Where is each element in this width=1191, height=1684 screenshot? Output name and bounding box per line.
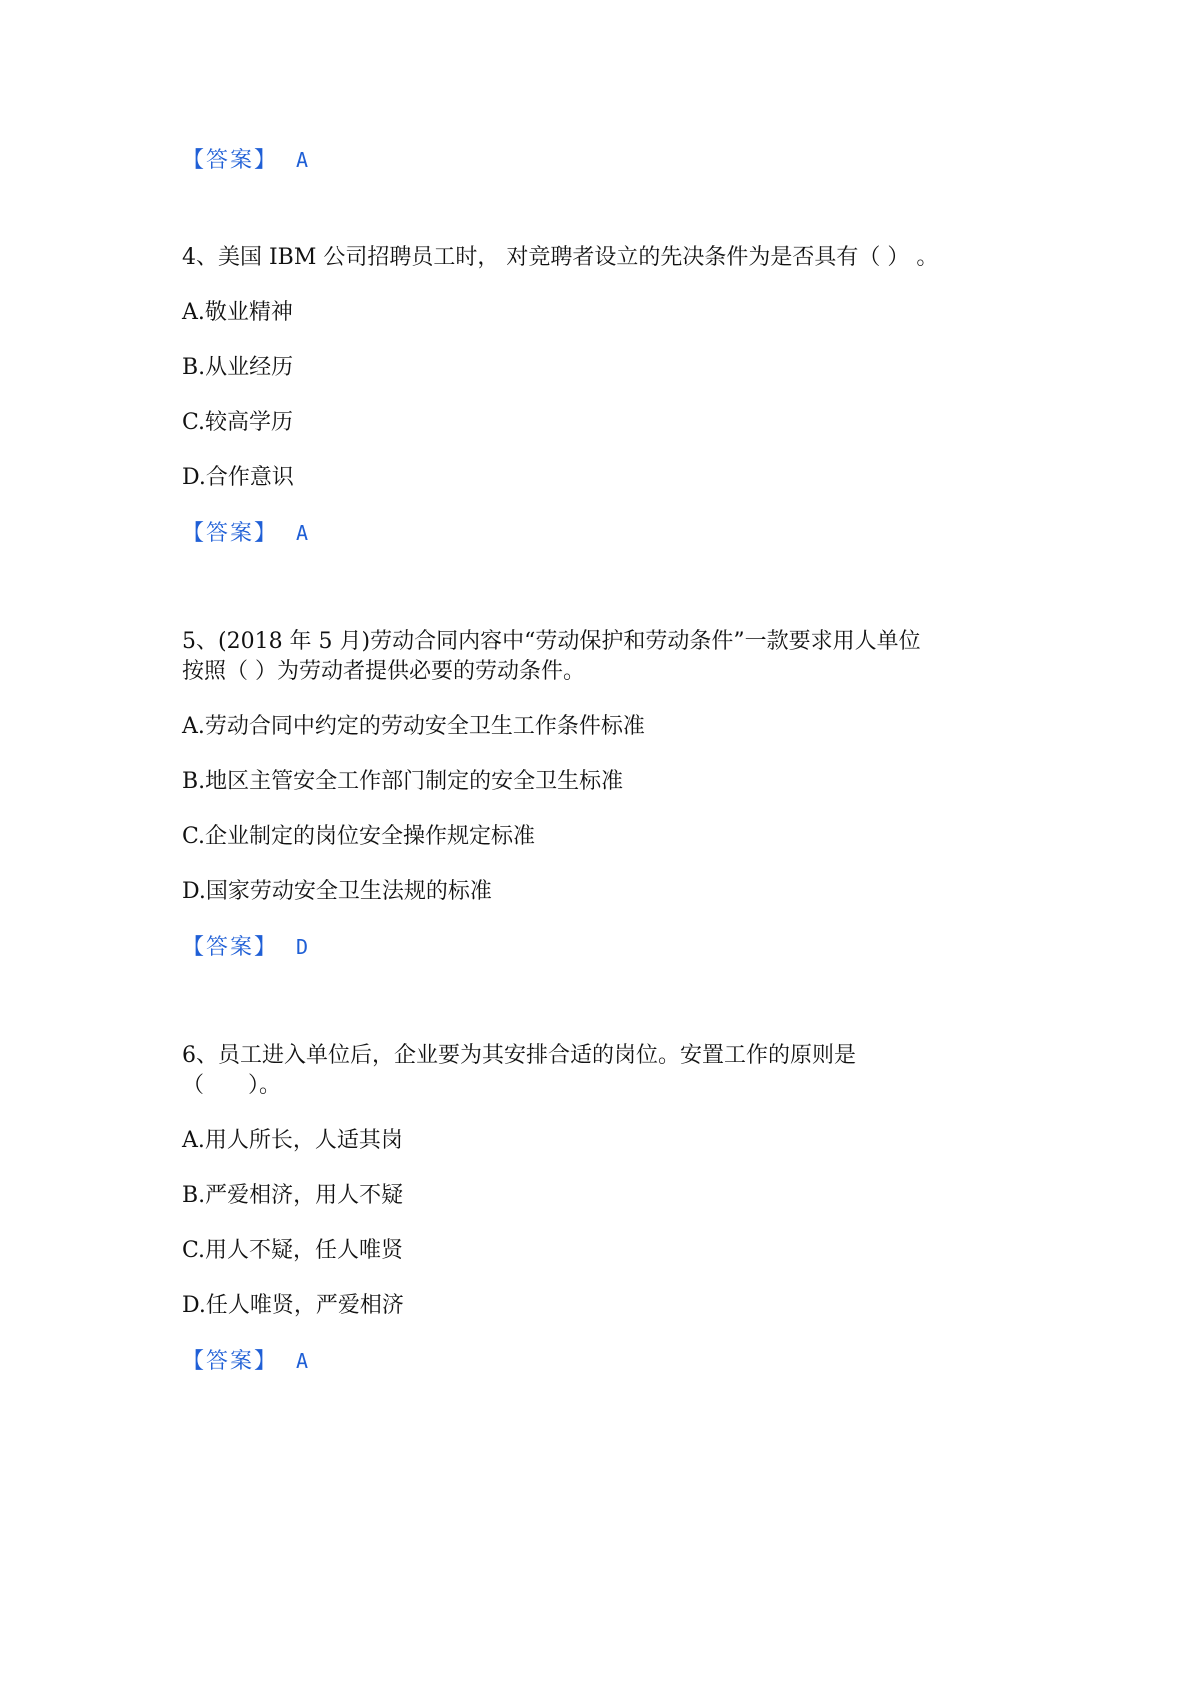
q5-option-d: D.国家劳动安全卫生法规的标准 [182, 879, 492, 904]
answer-label: 【答案】 [182, 1349, 279, 1374]
q4-option-c: C.较高学历 [182, 410, 294, 435]
q6-option-b: B.严爱相济，用人不疑 [182, 1183, 404, 1208]
question-5-stem-line2: 按照（ ）为劳动者提供必要的劳动条件。 [182, 659, 585, 684]
q5-option-b: B.地区主管安全工作部门制定的安全卫生标准 [182, 769, 624, 794]
answer-line [182, 145, 308, 176]
q4-answer-line [182, 518, 308, 549]
answer-label: 【答案】 [182, 935, 279, 960]
q5-option-a: A.劳动合同中约定的劳动安全卫生工作条件标准 [182, 714, 645, 739]
answer-label: 【答案】 [182, 148, 279, 173]
q4-option-b: B.从业经历 [182, 355, 294, 380]
q4-option-d: D.合作意识 [182, 465, 294, 490]
answer-value: A [296, 521, 309, 545]
q5-answer-line [182, 932, 308, 963]
answer-value: D [296, 935, 309, 959]
answer-label: 【答案】 [182, 521, 279, 546]
question-6-stem-line2: （ ）。 [182, 1073, 282, 1098]
q6-option-a: A.用人所长，人适其岗 [182, 1128, 403, 1153]
answer-value: A [296, 148, 309, 172]
question-4-stem: 4、美国 IBM 公司招聘员工时， 对竞聘者设立的先决条件为是否具有（ ） 。 [182, 245, 939, 270]
q6-option-d: D.任人唯贤，严爱相济 [182, 1293, 404, 1318]
q6-option-c: C.用人不疑，任人唯贤 [182, 1238, 404, 1263]
question-6-stem-line1: 6、员工进入单位后，企业要为其安排合适的岗位。安置工作的原则是 [182, 1043, 856, 1068]
answer-value: A [296, 1349, 309, 1373]
q6-answer-line [182, 1346, 308, 1377]
question-5-stem-line1: 5、(2018 年 5 月)劳动合同内容中“劳动保护和劳动条件”一款要求用人单位 [182, 629, 921, 654]
q4-option-a: A.敬业精神 [182, 300, 293, 325]
q5-option-c: C.企业制定的岗位安全操作规定标准 [182, 824, 536, 849]
